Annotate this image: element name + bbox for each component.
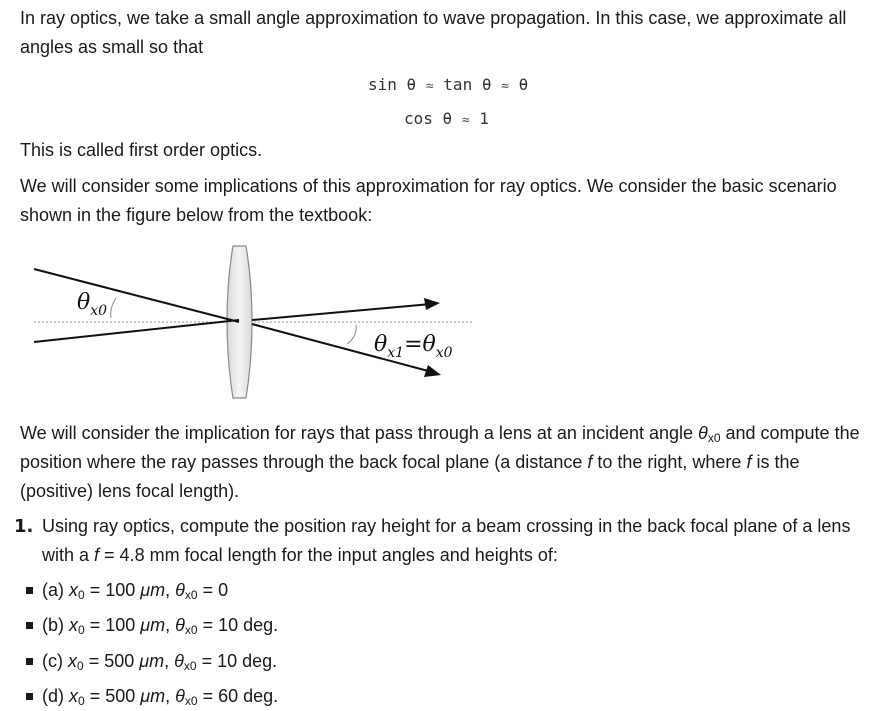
implication-text: to the right, where	[592, 452, 747, 472]
eq-theta: θ	[518, 75, 529, 94]
arrowhead-lower	[424, 365, 441, 377]
eq-theta: θ	[481, 75, 492, 94]
eq-theta: θ	[406, 75, 417, 94]
angle-arc-input	[111, 298, 116, 318]
question-number: 1.	[14, 516, 34, 537]
theta-x1-equals-theta-x0-label: $\theta_{x1}=\theta_{x0}$	[374, 332, 453, 361]
implication-text: is the (positive) lens focal length).	[20, 452, 800, 501]
list-item-text: (d) $x_0 = 500$ μm, $\theta_{x0} = 60$ deg.	[42, 686, 279, 708]
bullet-square-icon	[26, 587, 33, 594]
implication-paragraph	[20, 419, 875, 506]
theta-x0-label: $\theta_{x0}$	[77, 290, 108, 319]
intro-paragraph: In ray optics, we take a small angle approximation to wave propagation. In this case, we approximate all angles as small so that	[20, 8, 847, 57]
eq-approx: ≈	[461, 113, 470, 128]
eq-sin: sin	[368, 75, 397, 94]
equation-small-angle-cos	[404, 104, 489, 135]
angle-arc-output	[347, 325, 356, 344]
bullet-square-icon	[26, 658, 33, 665]
question-text	[42, 512, 872, 570]
question-text-part: = 4.8 mm focal length for the input angles and heights of:	[99, 545, 558, 565]
outgoing-ray-upper	[252, 304, 431, 320]
lens-shape	[227, 246, 252, 398]
list-item-text: (b) $x_0 = 100$ μm, $\theta_{x0} = 10$ deg.	[42, 615, 279, 637]
list-item-text: (a) $x_0 = 100$ μm, $\theta_{x0} = 0$	[42, 580, 229, 602]
eq-theta: θ	[442, 109, 453, 128]
focal-length-symbol: f	[587, 452, 593, 472]
bullet-square-icon	[26, 693, 33, 700]
eq-approx: ≈	[425, 79, 434, 94]
incoming-ray-upper	[34, 269, 239, 322]
list-item-text: (c) $x_0 = 500$ μm, $\theta_{x0} = 10$ deg.	[42, 651, 278, 673]
theta-subscript: x0	[707, 431, 721, 445]
eq-cos: cos	[404, 109, 433, 128]
focal-length-symbol: f	[94, 545, 100, 565]
bullet-square-icon	[26, 622, 33, 629]
implication-text: We will consider the implication for rays that pass through a lens at an incident angle	[20, 423, 699, 443]
eq-one: 1	[479, 109, 489, 128]
arrowhead-upper	[424, 298, 440, 310]
eq-approx: ≈	[501, 79, 509, 94]
consider-paragraph: We will consider some implications of this approximation for ray optics. We consider the basic scenario shown in the figure below from the textbook:	[20, 176, 837, 225]
lens-ray-diagram	[20, 238, 480, 408]
lens-ray-figure	[20, 238, 480, 408]
eq-tan: tan	[443, 75, 473, 94]
incoming-ray-lower	[34, 320, 239, 342]
question-text-part: Using ray optics, compute the position ray height for a beam crossing in the back focal plane of a lens with a	[42, 516, 851, 565]
theta-symbol: θ	[698, 423, 708, 443]
equation-small-angle-sin-tan	[368, 70, 528, 101]
implication-text: and compute the position where the ray passes through the back focal plane (a distance	[20, 423, 860, 472]
first-order-paragraph: This is called first order optics.	[20, 140, 263, 160]
focal-length-symbol: f	[746, 452, 752, 472]
